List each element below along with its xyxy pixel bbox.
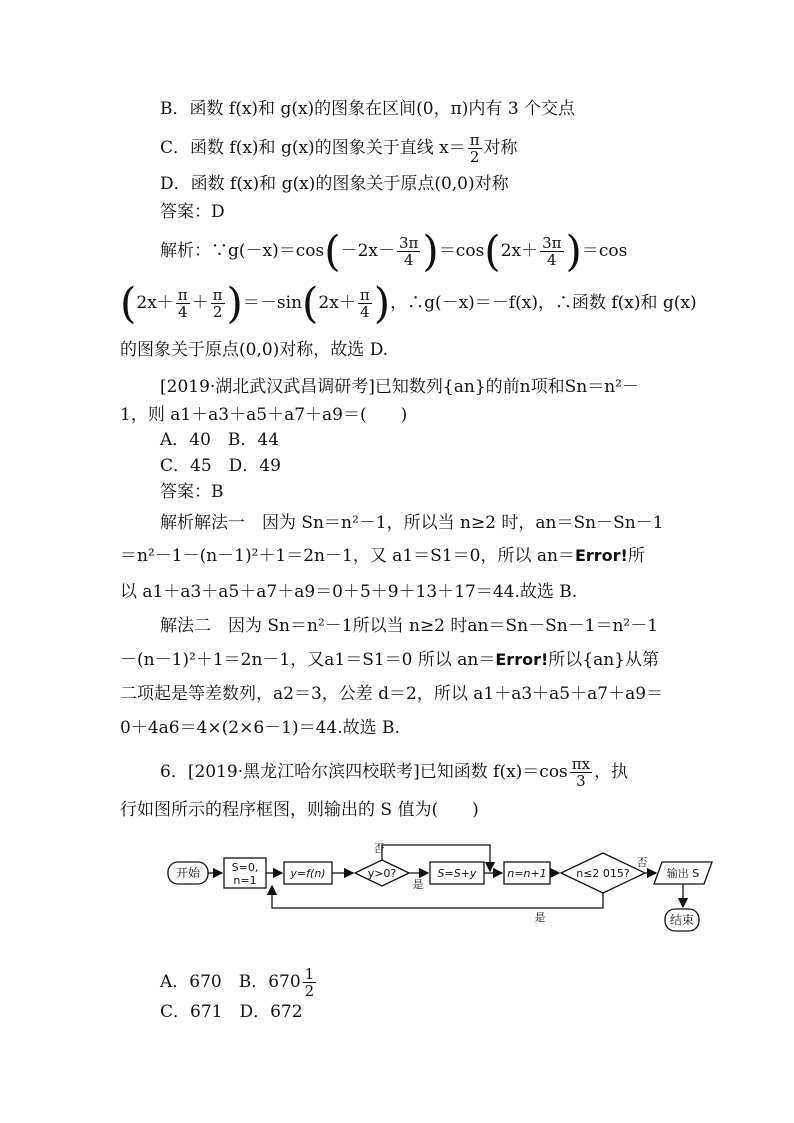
start-label: 开始 xyxy=(175,866,201,880)
right-paren: ) xyxy=(373,278,391,328)
cond-y-label: y>0? xyxy=(367,867,397,880)
solution-text: 所 xyxy=(627,546,645,566)
fraction-denominator: 2 xyxy=(304,982,315,1000)
fraction-denominator: 4 xyxy=(403,251,414,269)
question-5-line-2: 1，则 a1＋a3＋a5＋a7＋a9＝( ) xyxy=(120,405,408,425)
fraction-numerator: π xyxy=(359,286,370,304)
right-paren: ) xyxy=(226,278,243,328)
assign-label: y=f(n) xyxy=(290,867,326,880)
incr-label: n=n+1 xyxy=(507,867,547,880)
fraction-numerator: π xyxy=(212,286,223,304)
question-6-options-1 xyxy=(160,962,318,1002)
analysis-text: 2x＋ xyxy=(136,293,174,313)
analysis-line-3: 的图象关于原点(0,0)对称，故选 D. xyxy=(120,340,389,360)
solution-text: －(n－1)²＋1＝2n－1，又a1＝S1＝0 所以 an＝ xyxy=(120,650,496,670)
fraction-denominator: 2 xyxy=(469,148,480,166)
solution-2-line-4: 0＋4a6＝4×(2×6－1)＝44.故选 B. xyxy=(120,718,400,738)
analysis-text: 解析：∵g(－x)＝cos xyxy=(160,241,325,261)
right-paren: ) xyxy=(422,226,439,276)
fraction-numerator: π xyxy=(177,286,188,304)
no-label-2: 否 xyxy=(636,856,648,869)
fraction-denominator: 4 xyxy=(359,303,370,321)
fraction-denominator: 4 xyxy=(547,251,557,269)
left-paren: ( xyxy=(302,278,319,328)
yes-label: 是 xyxy=(412,878,424,891)
solution-2-line-3: 二项起是等差数列，a2＝3，公差 d＝2，所以 a1＋a3＋a5＋a7＋a9＝ xyxy=(120,684,664,704)
option-b: B．函数 f(x)和 g(x)的图象在区间(0，π)内有 3 个交点 xyxy=(160,99,576,119)
fraction-denominator: 2 xyxy=(212,303,223,321)
fraction-numerator: 3π xyxy=(542,234,562,252)
init-label-2: n=1 xyxy=(233,874,257,887)
question-5-options-2: C．45 D．49 xyxy=(160,456,281,476)
answer-q4: 答案：D xyxy=(160,202,225,222)
answer-q5: 答案：B xyxy=(160,482,224,502)
solution-2-line-1: 解法二 因为 Sn＝n²－1所以当 n≥2 时an＝Sn－Sn－1＝n²－1 xyxy=(160,616,659,636)
sum-label: S=S+y xyxy=(437,867,477,880)
analysis-text: －2x－ xyxy=(340,241,396,261)
analysis-text: 2x＋ xyxy=(500,241,539,261)
init-label-1: S=0, xyxy=(231,861,259,874)
question-6-options-2: C．671 D．672 xyxy=(160,1002,303,1022)
end-label: 结束 xyxy=(669,913,695,927)
option-c-text: C．函数 f(x)和 g(x)的图象关于直线 x＝ xyxy=(160,138,466,158)
yes-label-2: 是 xyxy=(534,911,546,924)
analysis-text: ＋ xyxy=(191,293,209,313)
error-marker: Error! xyxy=(495,650,549,669)
left-paren: ( xyxy=(120,278,137,328)
left-paren: ( xyxy=(324,226,341,276)
right-paren: ) xyxy=(565,226,582,276)
option-c-text-end: 对称 xyxy=(483,138,518,158)
analysis-text: ＝cos xyxy=(438,241,485,261)
solution-text: 所以{an}从第 xyxy=(548,650,659,670)
fraction-numerator: 3π xyxy=(399,234,419,252)
edge-loop-back xyxy=(272,886,603,908)
analysis-text: ＝－sin xyxy=(242,293,303,313)
fraction-denominator: 4 xyxy=(177,303,188,321)
solution-1-line-1: 解析解法一 因为 Sn＝n²－1，所以当 n≥2 时，an＝Sn－Sn－1 xyxy=(160,513,664,533)
analysis-text: ＝cos xyxy=(581,241,628,261)
analysis-text: ，∴g(－x)＝－f(x)，∴函数 f(x)和 g(x) xyxy=(390,293,697,313)
question-text: ，执 xyxy=(594,762,629,782)
cond-n-label: n≤2 015? xyxy=(576,867,630,880)
no-label: 否 xyxy=(373,842,385,855)
fraction-numerator: πx xyxy=(571,755,591,773)
question-6-line-2: 行如图所示的程序框图，则输出的 S 值为( ) xyxy=(120,800,479,820)
solution-1-line-3: 以 a1＋a3＋a5＋a7＋a9＝0＋5＋9＋13＋17＝44.故选 B. xyxy=(120,582,578,602)
left-paren: ( xyxy=(484,226,501,276)
solution-text: ＝n²－1－(n－1)²＋1＝2n－1，又 a1＝S1＝0，所以 an＝ xyxy=(120,546,575,566)
fraction-numerator: 1 xyxy=(304,965,315,983)
fraction xyxy=(303,966,317,999)
question-text: 6．[2019·黑龙江哈尔滨四校联考]已知函数 f(x)＝cos xyxy=(160,762,568,782)
option-d: D．函数 f(x)和 g(x)的图象关于原点(0,0)对称 xyxy=(160,174,509,194)
option-text: A．670 B．670 xyxy=(160,972,301,992)
fraction-denominator: 3 xyxy=(576,772,586,790)
fraction-numerator: π xyxy=(469,131,480,149)
question-5-options-1: A．40 B．44 xyxy=(160,430,280,450)
output-label: 输出 S xyxy=(666,867,700,880)
question-5-line-1: [2019·湖北武汉武昌调研考]已知数列{an}的前n项和Sn＝n²－ xyxy=(160,377,639,397)
analysis-text: 2x＋ xyxy=(318,293,356,313)
error-marker: Error! xyxy=(574,546,628,565)
